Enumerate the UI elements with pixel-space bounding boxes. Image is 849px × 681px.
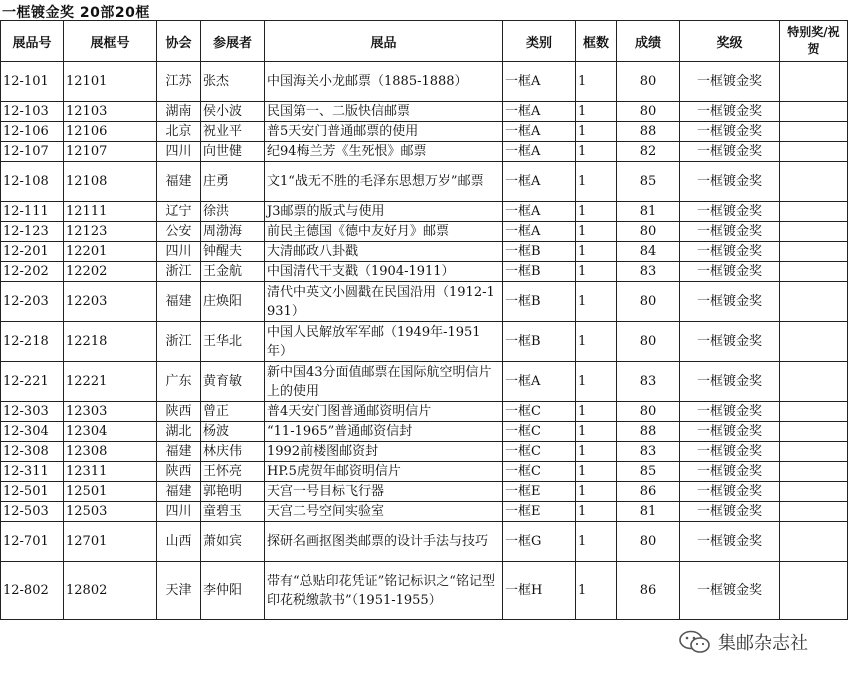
cell-score: 80 — [617, 62, 680, 102]
cell-category: 一框E — [503, 482, 576, 502]
cell-exhibitor: 庄焕阳 — [201, 282, 265, 322]
cell-frame-number: 12304 — [64, 422, 157, 442]
cell-association: 天津 — [157, 562, 201, 620]
cell-association: 北京 — [157, 122, 201, 142]
cell-category: 一框A — [503, 222, 576, 242]
cell-category: 一框E — [503, 502, 576, 522]
page-title: 一框镀金奖 20部20框 — [2, 5, 150, 21]
table-row — [1, 462, 848, 482]
cell-frames: 1 — [576, 462, 617, 482]
cell-frame-number: 12101 — [64, 62, 157, 102]
table-row — [1, 262, 848, 282]
cell-award: 一框镀金奖 — [680, 362, 780, 402]
cell-exhibitor: 祝业平 — [201, 122, 265, 142]
cell-association: 湖南 — [157, 102, 201, 122]
cell-frames: 1 — [576, 62, 617, 102]
cell-special-award — [780, 362, 848, 402]
cell-exhibitor: 萧如宾 — [201, 522, 265, 562]
cell-score: 80 — [617, 522, 680, 562]
cell-frames: 1 — [576, 502, 617, 522]
table-row — [1, 242, 848, 262]
cell-award: 一框镀金奖 — [680, 222, 780, 242]
table-row — [1, 522, 848, 562]
cell-exhibit-number: 12-311 — [1, 462, 64, 482]
cell-exhibit-number: 12-802 — [1, 562, 64, 620]
table-row — [1, 102, 848, 122]
cell-special-award — [780, 142, 848, 162]
cell-association: 山西 — [157, 522, 201, 562]
cell-exhibit-title: 文1“战无不胜的毛泽东思想万岁”邮票 — [265, 162, 503, 202]
cell-frame-number: 12108 — [64, 162, 157, 202]
cell-exhibitor: 王金航 — [201, 262, 265, 282]
cell-special-award — [780, 502, 848, 522]
cell-frames: 1 — [576, 562, 617, 620]
col-header-special-award: 特别奖/祝贺 — [780, 21, 848, 62]
cell-score: 83 — [617, 262, 680, 282]
cell-special-award — [780, 222, 848, 242]
cell-award: 一框镀金奖 — [680, 442, 780, 462]
cell-exhibit-number: 12-123 — [1, 222, 64, 242]
table-row — [1, 142, 848, 162]
cell-frames: 1 — [576, 422, 617, 442]
col-header-frame-number: 展框号 — [64, 21, 157, 62]
cell-award: 一框镀金奖 — [680, 462, 780, 482]
cell-score: 80 — [617, 102, 680, 122]
cell-association: 江苏 — [157, 62, 201, 102]
cell-frames: 1 — [576, 242, 617, 262]
wechat-icon — [678, 630, 712, 654]
cell-frames: 1 — [576, 322, 617, 362]
cell-score: 83 — [617, 362, 680, 402]
cell-special-award — [780, 102, 848, 122]
cell-frame-number: 12203 — [64, 282, 157, 322]
cell-frames: 1 — [576, 442, 617, 462]
cell-category: 一框H — [503, 562, 576, 620]
cell-frame-number: 12123 — [64, 222, 157, 242]
cell-score: 84 — [617, 242, 680, 262]
cell-special-award — [780, 442, 848, 462]
cell-award: 一框镀金奖 — [680, 262, 780, 282]
cell-exhibit-number: 12-202 — [1, 262, 64, 282]
cell-frame-number: 12107 — [64, 142, 157, 162]
cell-exhibitor: 杨波 — [201, 422, 265, 442]
cell-exhibitor: 徐洪 — [201, 202, 265, 222]
cell-exhibit-title: 清代中英文小圆戳在民国沿用（1912-1931） — [265, 282, 503, 322]
cell-score: 80 — [617, 402, 680, 422]
cell-exhibit-title: J3邮票的版式与使用 — [265, 202, 503, 222]
cell-score: 86 — [617, 562, 680, 620]
table-row — [1, 202, 848, 222]
cell-score: 80 — [617, 222, 680, 242]
cell-special-award — [780, 482, 848, 502]
cell-exhibit-title: “11-1965”普通邮资信封 — [265, 422, 503, 442]
cell-award: 一框镀金奖 — [680, 282, 780, 322]
cell-category: 一框A — [503, 162, 576, 202]
table-row — [1, 162, 848, 202]
cell-frame-number: 12311 — [64, 462, 157, 482]
table-row — [1, 502, 848, 522]
cell-special-award — [780, 402, 848, 422]
cell-frames: 1 — [576, 402, 617, 422]
cell-score: 88 — [617, 122, 680, 142]
cell-association: 四川 — [157, 242, 201, 262]
cell-frame-number: 12701 — [64, 522, 157, 562]
cell-frames: 1 — [576, 282, 617, 322]
cell-association: 四川 — [157, 502, 201, 522]
cell-frame-number: 12218 — [64, 322, 157, 362]
cell-category: 一框C — [503, 462, 576, 482]
table-row — [1, 402, 848, 422]
table-row — [1, 562, 848, 620]
cell-score: 85 — [617, 462, 680, 482]
cell-exhibit-number: 12-108 — [1, 162, 64, 202]
col-header-exhibitor: 参展者 — [201, 21, 265, 62]
cell-special-award — [780, 122, 848, 142]
cell-category: 一框A — [503, 142, 576, 162]
cell-frames: 1 — [576, 262, 617, 282]
cell-exhibitor: 向世健 — [201, 142, 265, 162]
table-row — [1, 422, 848, 442]
cell-exhibit-number: 12-303 — [1, 402, 64, 422]
cell-frames: 1 — [576, 162, 617, 202]
cell-award: 一框镀金奖 — [680, 562, 780, 620]
cell-frame-number: 12221 — [64, 362, 157, 402]
cell-category: 一框G — [503, 522, 576, 562]
cell-exhibit-title: 民国第一、二版快信邮票 — [265, 102, 503, 122]
cell-association: 湖北 — [157, 422, 201, 442]
cell-special-award — [780, 422, 848, 442]
cell-category: 一框B — [503, 262, 576, 282]
cell-frame-number: 12802 — [64, 562, 157, 620]
cell-score: 88 — [617, 422, 680, 442]
cell-exhibit-title: 纪94梅兰芳《生死恨》邮票 — [265, 142, 503, 162]
cell-association: 陕西 — [157, 402, 201, 422]
cell-special-award — [780, 322, 848, 362]
cell-exhibit-number: 12-304 — [1, 422, 64, 442]
cell-exhibitor: 曾正 — [201, 402, 265, 422]
cell-frames: 1 — [576, 362, 617, 402]
cell-exhibit-title: 中国人民解放军军邮（1949年-1951年） — [265, 322, 503, 362]
table-row — [1, 62, 848, 102]
cell-exhibitor: 王怀亮 — [201, 462, 265, 482]
cell-exhibit-number: 12-203 — [1, 282, 64, 322]
table-row — [1, 322, 848, 362]
cell-special-award — [780, 162, 848, 202]
cell-frame-number: 12201 — [64, 242, 157, 262]
cell-frame-number: 12503 — [64, 502, 157, 522]
cell-score: 80 — [617, 282, 680, 322]
cell-exhibit-number: 12-503 — [1, 502, 64, 522]
cell-award: 一框镀金奖 — [680, 322, 780, 362]
cell-award: 一框镀金奖 — [680, 422, 780, 442]
cell-frames: 1 — [576, 102, 617, 122]
cell-exhibitor: 郭艳明 — [201, 482, 265, 502]
cell-award: 一框镀金奖 — [680, 142, 780, 162]
cell-category: 一框C — [503, 442, 576, 462]
results-table — [0, 20, 848, 620]
col-header-exhibit-number: 展品号 — [1, 21, 64, 62]
cell-association: 四川 — [157, 142, 201, 162]
cell-exhibit-number: 12-101 — [1, 62, 64, 102]
cell-exhibitor: 钟醒夫 — [201, 242, 265, 262]
cell-frames: 1 — [576, 142, 617, 162]
cell-association: 浙江 — [157, 322, 201, 362]
cell-exhibit-title: 天宫一号目标飞行器 — [265, 482, 503, 502]
cell-association: 福建 — [157, 482, 201, 502]
cell-special-award — [780, 282, 848, 322]
cell-award: 一框镀金奖 — [680, 482, 780, 502]
cell-exhibit-title: 普4天安门图普通邮资明信片 — [265, 402, 503, 422]
cell-exhibit-title: 探研名画抠图类邮票的设计手法与技巧 — [265, 522, 503, 562]
cell-frames: 1 — [576, 482, 617, 502]
cell-frames: 1 — [576, 202, 617, 222]
cell-exhibitor: 李仲阳 — [201, 562, 265, 620]
cell-exhibitor: 张杰 — [201, 62, 265, 102]
cell-exhibit-title: 前民主德国《德中友好月》邮票 — [265, 222, 503, 242]
cell-category: 一框C — [503, 402, 576, 422]
cell-score: 81 — [617, 502, 680, 522]
cell-exhibitor: 侯小波 — [201, 102, 265, 122]
cell-special-award — [780, 562, 848, 620]
cell-special-award — [780, 202, 848, 222]
cell-exhibit-title: 普5天安门普通邮票的使用 — [265, 122, 503, 142]
cell-exhibitor: 林庆伟 — [201, 442, 265, 462]
cell-association: 辽宁 — [157, 202, 201, 222]
col-header-frames: 框数 — [576, 21, 617, 62]
cell-special-award — [780, 262, 848, 282]
cell-frames: 1 — [576, 122, 617, 142]
cell-exhibit-title: 新中国43分面值邮票在国际航空明信片上的使用 — [265, 362, 503, 402]
cell-association: 公安 — [157, 222, 201, 242]
cell-exhibit-title: 带有“总贴印花凭证”铭记标识之“铭记型印花税缴款书”（1951-1955） — [265, 562, 503, 620]
cell-exhibit-number: 12-308 — [1, 442, 64, 462]
table-row — [1, 482, 848, 502]
cell-category: 一框A — [503, 62, 576, 102]
cell-frame-number: 12111 — [64, 202, 157, 222]
cell-category: 一框A — [503, 102, 576, 122]
watermark — [678, 629, 808, 655]
cell-frame-number: 12308 — [64, 442, 157, 462]
table-row — [1, 282, 848, 322]
cell-category: 一框A — [503, 362, 576, 402]
cell-exhibit-title: 中国清代干支戳（1904-1911） — [265, 262, 503, 282]
cell-category: 一框A — [503, 122, 576, 142]
cell-association: 浙江 — [157, 262, 201, 282]
cell-exhibit-number: 12-221 — [1, 362, 64, 402]
cell-frames: 1 — [576, 522, 617, 562]
cell-category: 一框B — [503, 322, 576, 362]
table-row — [1, 222, 848, 242]
table-row — [1, 442, 848, 462]
cell-award: 一框镀金奖 — [680, 522, 780, 562]
cell-exhibit-number: 12-501 — [1, 482, 64, 502]
cell-exhibitor: 周渤海 — [201, 222, 265, 242]
cell-exhibit-title: 1992前楼图邮资封 — [265, 442, 503, 462]
cell-award: 一框镀金奖 — [680, 102, 780, 122]
cell-exhibit-number: 12-103 — [1, 102, 64, 122]
cell-category: 一框B — [503, 242, 576, 262]
cell-award: 一框镀金奖 — [680, 62, 780, 102]
cell-score: 83 — [617, 442, 680, 462]
table-header-row — [1, 21, 848, 62]
cell-special-award — [780, 62, 848, 102]
cell-exhibit-number: 12-218 — [1, 322, 64, 362]
cell-exhibit-title: HP.5虎贺年邮资明信片 — [265, 462, 503, 482]
cell-special-award — [780, 242, 848, 262]
cell-exhibit-number: 12-111 — [1, 202, 64, 222]
cell-exhibit-number: 12-106 — [1, 122, 64, 142]
cell-special-award — [780, 522, 848, 562]
cell-exhibit-number: 12-201 — [1, 242, 64, 262]
cell-exhibitor: 童碧玉 — [201, 502, 265, 522]
cell-frames: 1 — [576, 222, 617, 242]
table-row — [1, 122, 848, 142]
cell-frame-number: 12303 — [64, 402, 157, 422]
cell-score: 81 — [617, 202, 680, 222]
cell-special-award — [780, 462, 848, 482]
col-header-exhibit: 展品 — [265, 21, 503, 62]
cell-association: 福建 — [157, 442, 201, 462]
table-row — [1, 362, 848, 402]
cell-score: 82 — [617, 142, 680, 162]
cell-award: 一框镀金奖 — [680, 402, 780, 422]
cell-score: 86 — [617, 482, 680, 502]
col-header-category: 类别 — [503, 21, 576, 62]
cell-frame-number: 12103 — [64, 102, 157, 122]
cell-association: 福建 — [157, 282, 201, 322]
watermark-text: 集邮杂志社 — [718, 633, 808, 654]
col-header-association: 协会 — [157, 21, 201, 62]
cell-category: 一框B — [503, 282, 576, 322]
col-header-award: 奖级 — [680, 21, 780, 62]
cell-exhibitor: 庄勇 — [201, 162, 265, 202]
cell-exhibit-title: 中国海关小龙邮票（1885-1888） — [265, 62, 503, 102]
cell-exhibit-number: 12-701 — [1, 522, 64, 562]
cell-category: 一框A — [503, 202, 576, 222]
cell-exhibit-number: 12-107 — [1, 142, 64, 162]
cell-award: 一框镀金奖 — [680, 502, 780, 522]
cell-exhibit-title: 天宫二号空间实验室 — [265, 502, 503, 522]
cell-score: 85 — [617, 162, 680, 202]
cell-exhibit-title: 大清邮政八卦戳 — [265, 242, 503, 262]
cell-frame-number: 12106 — [64, 122, 157, 142]
cell-association: 广东 — [157, 362, 201, 402]
cell-award: 一框镀金奖 — [680, 202, 780, 222]
cell-association: 福建 — [157, 162, 201, 202]
cell-association: 陕西 — [157, 462, 201, 482]
cell-score: 80 — [617, 322, 680, 362]
cell-category: 一框C — [503, 422, 576, 442]
cell-award: 一框镀金奖 — [680, 162, 780, 202]
cell-exhibitor: 黄育敏 — [201, 362, 265, 402]
cell-award: 一框镀金奖 — [680, 122, 780, 142]
cell-frame-number: 12501 — [64, 482, 157, 502]
cell-award: 一框镀金奖 — [680, 242, 780, 262]
cell-frame-number: 12202 — [64, 262, 157, 282]
cell-exhibitor: 王华北 — [201, 322, 265, 362]
col-header-score: 成绩 — [617, 21, 680, 62]
